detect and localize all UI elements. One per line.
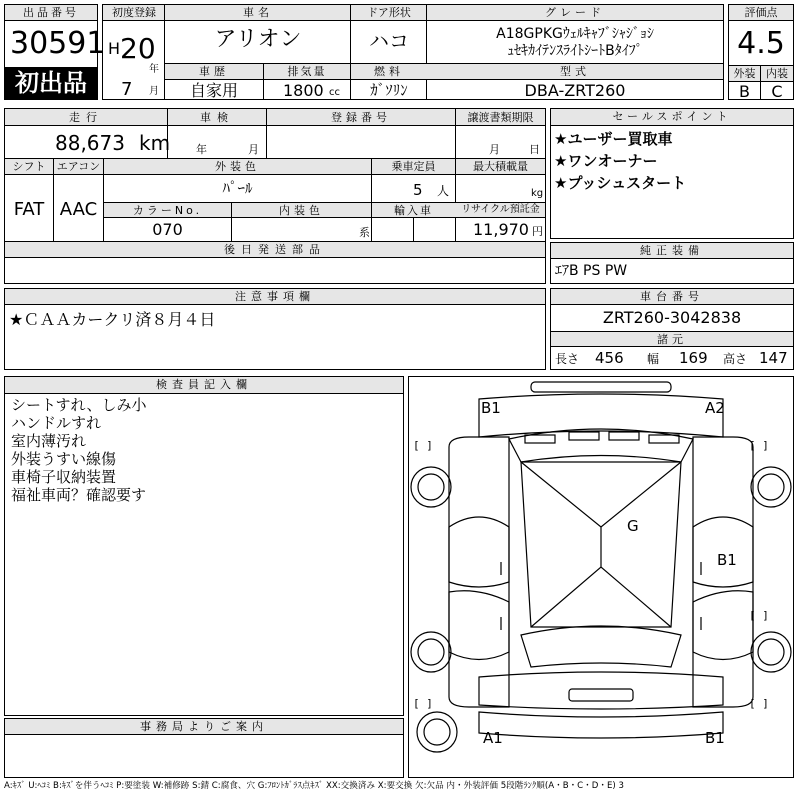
legend-footer: A:ｷｽﾞ U:ﾍｺﾐ B:ｷｽﾞを伴うﾍｺﾐ P:要塗装 W:補修跡 S:錆 C:腐食、穴 G:ﾌﾛﾝﾄｶﾞﾗｽ点ｷｽﾞ XX:交換済み X:要交換 欠:欠品 内・外装評価 5段階ﾗﾝｸ順(A・B・C・D・E) 3 <box>4 781 624 791</box>
transfer-month-unit: 月 <box>489 143 500 156</box>
length-label: 長さ <box>555 352 580 366</box>
inspector-box <box>4 376 404 716</box>
mileage-unit: km <box>139 131 171 155</box>
ext-color-label: 外装色 <box>215 160 260 173</box>
sales-point-1: ★ユーザー買取車 <box>554 130 673 148</box>
displacement-unit: cc <box>329 87 340 98</box>
inspector-line-2: ハンドルすれ <box>11 414 102 432</box>
era-text: H <box>108 39 121 58</box>
front-hood-shape <box>479 394 723 437</box>
notes-box <box>4 288 546 370</box>
history-label: 車歴 <box>199 65 229 78</box>
ext-color-value: ﾊﾟｰﾙ <box>222 179 253 197</box>
history-value: 自家用 <box>189 81 238 100</box>
body-outline <box>449 437 509 707</box>
mark-a2-front: A2 <box>705 399 725 417</box>
mark-b1-front: B1 <box>481 399 501 417</box>
inspection-year-unit: 年 <box>196 143 207 156</box>
recycle-label: リサイクル預託金 <box>461 204 540 215</box>
grade-label: グレード <box>545 6 605 19</box>
specs-grid <box>4 108 546 284</box>
exterior-score: B <box>739 82 750 101</box>
interior-label: 内装 <box>766 67 788 80</box>
inspector-line-4: 外装うすい線傷 <box>11 450 117 468</box>
notes-label: 注意事項欄 <box>5 289 545 305</box>
inspection-label: 車検 <box>200 111 234 124</box>
int-color-label: 内装色 <box>279 204 324 217</box>
interior-score: C <box>771 82 783 101</box>
first-reg-label: 初度登録 <box>112 6 156 19</box>
mark-g-roof: G <box>627 517 639 535</box>
exterior-label: 外装 <box>733 67 756 80</box>
mark-b1-rear: B1 <box>705 729 725 747</box>
int-color-unit: 系 <box>359 226 370 239</box>
lot-number-box <box>4 4 106 100</box>
capacity-unit: 人 <box>437 184 450 198</box>
width-label: 幅 <box>647 352 660 366</box>
shift-value: FAT <box>13 199 45 220</box>
grade-line-1: A18GPKGｳｪﾙｷｬﾌﾞｼｬｼﾞｮｼ <box>496 26 654 42</box>
displacement-value: 1800 <box>283 81 324 100</box>
front-bumper-shape <box>531 382 671 392</box>
vehicle-header-box <box>102 4 724 100</box>
shift-label: シフト <box>12 160 46 173</box>
max-load-unit: kg <box>531 188 544 199</box>
score-box <box>728 4 794 100</box>
mileage-value: 88,673 <box>55 131 125 155</box>
capacity-label: 乗車定員 <box>391 160 436 173</box>
import-label: 輸入車 <box>394 204 433 217</box>
chassis-number: ZRT260-3042838 <box>602 308 742 327</box>
svg-text:[ ]: [ ] <box>413 439 433 452</box>
wheel-front-left <box>411 467 451 507</box>
fuel-label: 燃料 <box>374 65 404 78</box>
reg-year: 20 <box>120 32 156 65</box>
model-label: 型式 <box>560 65 590 78</box>
car-name-label: 車名 <box>243 6 273 19</box>
max-load-label: 最大積載量 <box>473 160 528 173</box>
recycle-value: 11,970 <box>473 220 529 239</box>
wheel-rear-right <box>751 632 791 672</box>
car-name: アリオン <box>214 27 302 52</box>
width-value: 169 <box>679 349 708 367</box>
inspector-line-6: 福祉車両？確認要す <box>11 486 147 504</box>
color-no-value: 070 <box>152 220 183 239</box>
specs-dims-label: 諸元 <box>551 332 793 347</box>
svg-text:[ ]: [ ] <box>749 439 769 452</box>
lot-number: 30591 <box>10 26 106 61</box>
reg-month: 7 <box>121 79 133 100</box>
transfer-day-unit: 日 <box>529 143 540 156</box>
mark-b1-side: B1 <box>717 551 737 569</box>
fuel-value: ｶﾞｿﾘﾝ <box>370 81 408 99</box>
capacity-value: 5 <box>413 181 423 199</box>
door-type: ハコ <box>369 29 409 53</box>
reg-year-unit: 年 <box>149 64 159 75</box>
mileage-label: 走行 <box>69 111 103 124</box>
sales-points-box <box>550 108 794 239</box>
score-value: 4.5 <box>737 26 785 61</box>
wheel-front-right <box>751 467 791 507</box>
office-box <box>4 718 404 778</box>
chassis-box <box>550 288 794 370</box>
equipment-label: 純正装備 <box>551 243 793 259</box>
notes-text: ★ＣＡＡカークリ済８月４日 <box>9 310 216 329</box>
inspector-label: 検査員記入欄 <box>5 377 403 394</box>
svg-text:[ ]: [ ] <box>413 697 433 710</box>
height-value: 147 <box>759 349 788 367</box>
later-parts-label: 後日発送部品 <box>5 242 545 258</box>
svg-text:[ ]: [ ] <box>749 609 769 622</box>
inspection-month-unit: 月 <box>248 143 259 156</box>
svg-text:[ ]: [ ] <box>749 697 769 710</box>
sales-points-label: セールスポイント <box>551 109 793 126</box>
office-label: 事務局よりご案内 <box>5 719 403 735</box>
lot-number-label: 出品番号 <box>5 5 97 21</box>
ac-value: AAC <box>59 199 98 220</box>
color-no-label: カラーNo. <box>132 204 203 217</box>
score-label: 評価点 <box>729 5 793 21</box>
spare-wheel <box>417 712 457 752</box>
sales-point-2: ★ワンオーナー <box>554 152 658 170</box>
height-label: 高さ <box>723 352 748 366</box>
length-value: 456 <box>595 349 624 367</box>
windshield-shape <box>509 429 693 462</box>
inspector-line-3: 室内薄汚れ <box>11 432 87 450</box>
inspector-line-5: 車椅子収納装置 <box>11 468 117 486</box>
inspector-line-1: シートすれ、しみ小 <box>11 396 147 414</box>
model-value: DBA-ZRT260 <box>524 81 626 100</box>
grade-line-2: ｭｾｷｶｲﾃﾝｽﾗｲﾄｼｰﾄBﾀｲﾌﾟ <box>507 43 643 59</box>
wheel-rear-left <box>411 632 451 672</box>
first-listing-text: 初出品 <box>15 69 87 97</box>
reg-month-unit: 月 <box>149 86 159 97</box>
equipment-value: ｴｱB PS PW <box>555 263 628 279</box>
ac-label: エアコン <box>56 160 101 173</box>
chassis-label: 車台番号 <box>551 289 793 305</box>
sales-point-3: ★プッシュスタート <box>554 174 687 192</box>
mark-a1-rear: A1 <box>483 729 503 747</box>
reg-number-label: 登録番号 <box>331 111 391 124</box>
displacement-label: 排気量 <box>287 65 327 78</box>
door-label: ドア形状 <box>367 6 411 19</box>
transfer-docs-label: 譲渡書類期限 <box>467 111 534 124</box>
equipment-box <box>550 242 794 284</box>
car-diagram-box <box>408 376 794 778</box>
recycle-unit: 円 <box>532 225 543 238</box>
car-diagram <box>409 377 793 777</box>
